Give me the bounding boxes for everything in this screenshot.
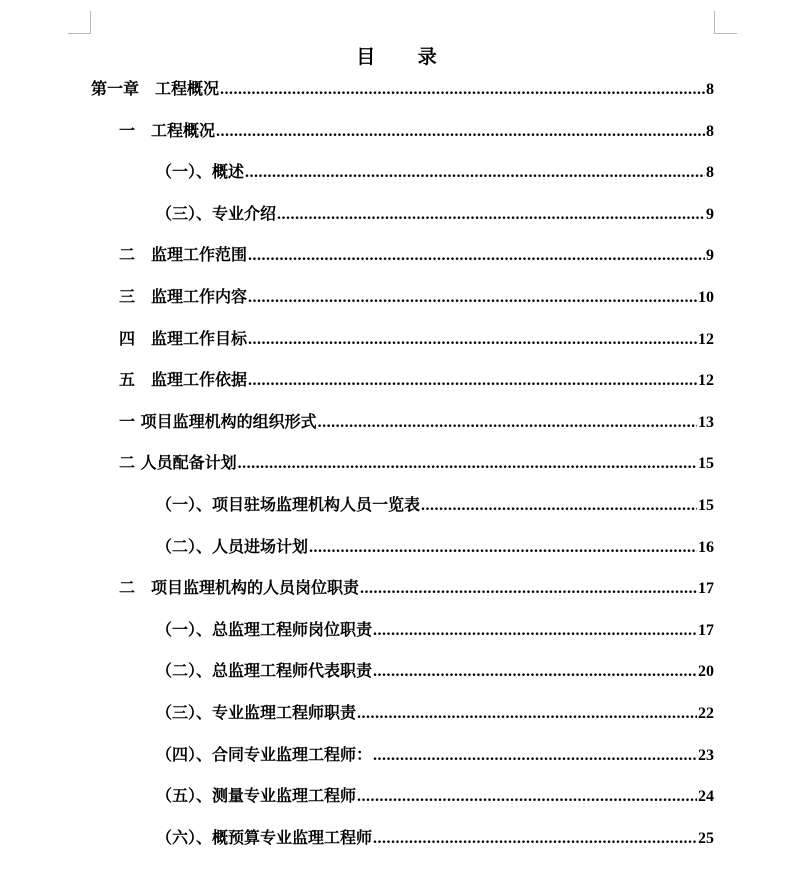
toc-entry-page-number: 12	[698, 372, 714, 389]
toc-entry-page-number: 12	[698, 331, 714, 348]
toc-entry[interactable]	[156, 658, 714, 682]
toc-dot-leader	[248, 289, 697, 307]
toc-dot-leader	[421, 497, 697, 515]
toc-entry-label: 四 监理工作目标	[119, 329, 248, 348]
toc-entry-label: （一）、概述	[156, 162, 245, 181]
toc-entry[interactable]	[156, 742, 714, 766]
toc-entry-label: （三）、专业监理工程师职责	[156, 703, 357, 722]
toc-entry-page-number: 13	[698, 414, 714, 431]
toc-entry[interactable]	[156, 825, 714, 849]
toc-entry[interactable]	[156, 492, 714, 516]
toc-entry-label: 二 人员配备计划	[119, 453, 237, 472]
toc-entry-label: （二）、人员进场计划	[156, 537, 309, 556]
toc-entry-label: 第一章 工程概况	[91, 79, 220, 98]
toc-dot-leader	[248, 247, 705, 265]
page-corner-mark-top-right	[714, 11, 737, 34]
toc-entry[interactable]	[119, 367, 714, 391]
toc-entry[interactable]	[156, 534, 714, 558]
toc-entry-page-number: 9	[706, 206, 714, 223]
toc-entry-label: （二）、总监理工程师代表职责	[156, 661, 373, 680]
toc-entry-page-number: 8	[706, 81, 714, 98]
toc-entry-label: （一）、总监理工程师岗位职责	[156, 620, 373, 639]
toc-entry-page-number: 20	[698, 663, 714, 680]
toc-dot-leader	[373, 747, 697, 765]
toc-entry-page-number: 10	[698, 289, 714, 306]
toc-entry[interactable]	[156, 700, 714, 724]
toc-dot-leader	[238, 455, 697, 473]
toc-entry-label: （四）、合同专业监理工程师：	[156, 745, 373, 764]
toc-entry[interactable]	[156, 783, 714, 807]
page-corner-mark-top-left	[68, 11, 91, 34]
toc-dot-leader	[309, 539, 697, 557]
toc-dot-leader	[318, 414, 697, 432]
toc-dot-leader	[357, 788, 697, 806]
toc-entry-page-number: 8	[706, 164, 714, 181]
toc-dot-leader	[248, 372, 697, 390]
toc-entry[interactable]	[156, 617, 714, 641]
toc-entry-label: （五）、测量专业监理工程师	[156, 786, 357, 805]
toc-dot-leader	[216, 123, 705, 141]
toc-entry-page-number: 15	[698, 497, 714, 514]
toc-entry-label: 三 监理工作内容	[119, 287, 248, 306]
toc-dot-leader	[277, 206, 705, 224]
toc-entry[interactable]	[119, 575, 714, 599]
toc-entry[interactable]	[156, 159, 714, 183]
toc-entry[interactable]	[119, 242, 714, 266]
toc-entry-label: 五 监理工作依据	[119, 370, 248, 389]
toc-entry[interactable]	[119, 118, 714, 142]
toc-entry-page-number: 17	[698, 622, 714, 639]
toc-title: 目 录	[356, 46, 455, 68]
toc-dot-leader	[220, 81, 705, 99]
toc-entry-label: （一）、项目驻场监理机构人员一览表	[156, 495, 421, 514]
toc-entry-page-number: 8	[706, 123, 714, 140]
toc-entry-label: 二 监理工作范围	[119, 245, 248, 264]
toc-entry-page-number: 25	[698, 830, 714, 847]
toc-entry-page-number: 17	[698, 580, 714, 597]
toc-entry-label: （六）、概预算专业监理工程师	[156, 828, 373, 847]
toc-entry-label: （三）、专业介绍	[156, 204, 277, 223]
toc-dot-leader	[373, 622, 697, 640]
toc-entry-page-number: 23	[698, 747, 714, 764]
toc-entry-page-number: 24	[698, 788, 714, 805]
toc-entry[interactable]	[91, 76, 714, 100]
toc-entry-page-number: 16	[698, 539, 714, 556]
toc-entry-page-number: 22	[698, 705, 714, 722]
toc-dot-leader	[373, 830, 697, 848]
toc-entry[interactable]	[119, 326, 714, 350]
toc-entry-label: 一 项目监理机构的组织形式	[119, 412, 317, 431]
toc-dot-leader	[245, 164, 705, 182]
toc-dot-leader	[248, 331, 697, 349]
toc-dot-leader	[373, 663, 697, 681]
toc-entry-page-number: 15	[698, 455, 714, 472]
toc-dot-leader	[360, 580, 697, 598]
toc-entry-label: 二 项目监理机构的人员岗位职责	[119, 578, 360, 597]
toc-entry-label: 一 工程概况	[119, 121, 216, 140]
toc-entry[interactable]	[156, 201, 714, 225]
toc-entry-page-number: 9	[706, 247, 714, 264]
toc-entry[interactable]	[119, 284, 714, 308]
toc-dot-leader	[357, 705, 697, 723]
toc-entry[interactable]	[119, 450, 714, 474]
toc-entry[interactable]	[119, 409, 714, 433]
